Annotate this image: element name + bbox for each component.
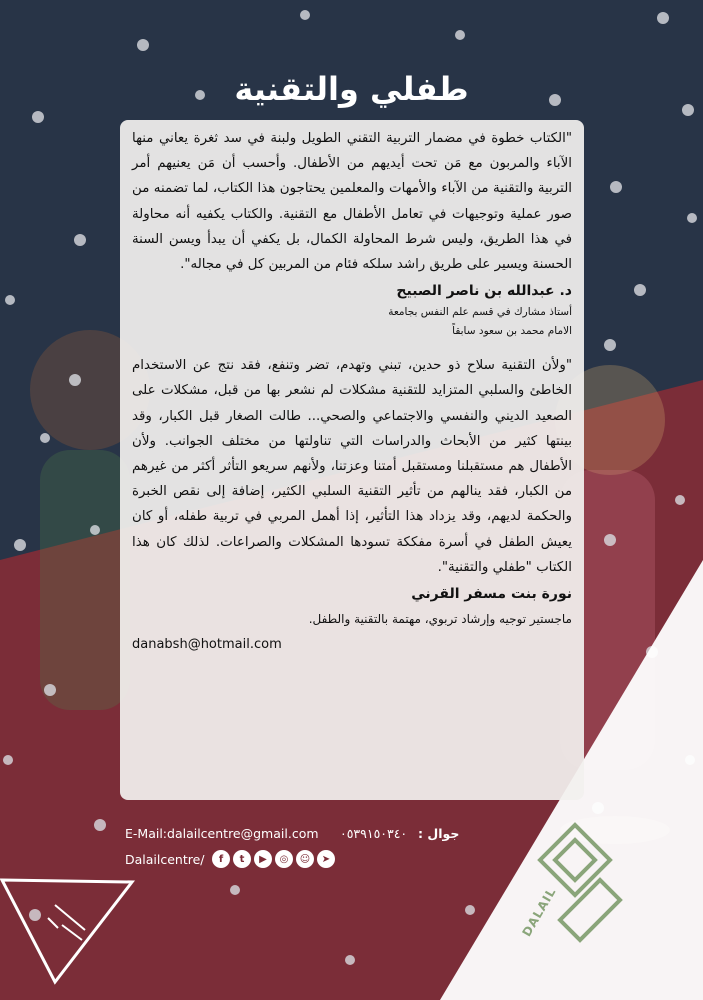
author-role-line: الامام محمد بن سعود سابقاً <box>452 325 572 338</box>
quote-author: د. عبدالله بن ناصر الصبيح <box>396 283 572 300</box>
footer-email[interactable]: E-Mail:dalailcentre@gmail.com <box>125 826 319 841</box>
footer-phone-number[interactable]: ٠٥٣٩١٥٠٣٤٠ <box>340 826 408 841</box>
spacer <box>132 341 572 353</box>
twitter-icon[interactable]: t <box>233 850 251 868</box>
content-card <box>120 120 584 800</box>
author-role: ماجستير توجيه وإرشاد تربوي، مهتمة بالتقنية والطفل. <box>308 612 572 627</box>
instagram-icon[interactable]: ◎ <box>275 850 293 868</box>
quote-author: نورة بنت مسفر القرني <box>411 586 572 603</box>
author-email[interactable]: danabsh@hotmail.com <box>132 637 282 653</box>
snapchat-icon[interactable]: ☺ <box>296 850 314 868</box>
page-title: طفلي والتقنية <box>234 70 469 108</box>
quote-text: "الكتاب خطوة في مضمار التربية التقني الطويل ولبنة في سد ثغرة يعاني منها الآباء والمربون مع مَن تحت أيديهم من الأطفال. وأحسب أن مَن يعنيهم أمر التربية والتقنية من الآباء والأمهات والمعلمين يحتاجون هذا الكتاب، لما تضمنه من صور عملية وتوجيهات في تعامل الأطفال مع التقنية. والكتاب يكفيه أنه محاولة في هذا الطريق، وليس شرط المحاولة الكمال، بل يكفي أن يبدأ ويسن السنة الحسنة ويسير على طريق راشد سلكه فئام من المربين كل في مجاله". <box>132 131 572 273</box>
social-icons <box>212 850 335 868</box>
brand-logo-text: DALAIL <box>519 884 559 940</box>
facebook-icon[interactable]: f <box>212 850 230 868</box>
telegram-icon[interactable]: ➤ <box>317 850 335 868</box>
quote-text: "ولأن التقنية سلاح ذو حدين، تبني وتهدم، تضر وتنفع، فقد نتج عن الاستخدام الخاطئ والسلبي المتزايد للتقنية مشكلات لم نشعر بها من قبل، مشكلات على الصعيد الديني والنفسي والاجتماعي والصحي... طالت الصغار قبل الكبار، وقد بينتها كثير من الأبحاث والدراسات التي تناولتها من مختلف الجوانب. ولأن الأطفال هم مستقبلنا ومستقبل أمتنا وعزتنا، ولأنهم سريعو التأثر أكثر من غيرهم من الكبار، فقد ينالهم من تأثير التقنية السلبي الكثير، إضافة إلى نقص الخبرة والحكمة لديهم، وقد يزداد هذا التأثير، إذا أهمل المربي في تربية طفله، أو كان يعيش الطفل في أسرة مفككة تسودها المشكلات والصراعات. لذلك كان هذا الكتاب "طفلي والتقنية". <box>132 358 572 575</box>
author-role-line: أستاذ مشارك في قسم علم النفس بجامعة <box>388 306 572 319</box>
footer-phone-label: جوال : <box>418 826 460 841</box>
youtube-icon[interactable]: ▶ <box>254 850 272 868</box>
footer-handle[interactable]: Dalailcentre/ <box>125 852 205 867</box>
